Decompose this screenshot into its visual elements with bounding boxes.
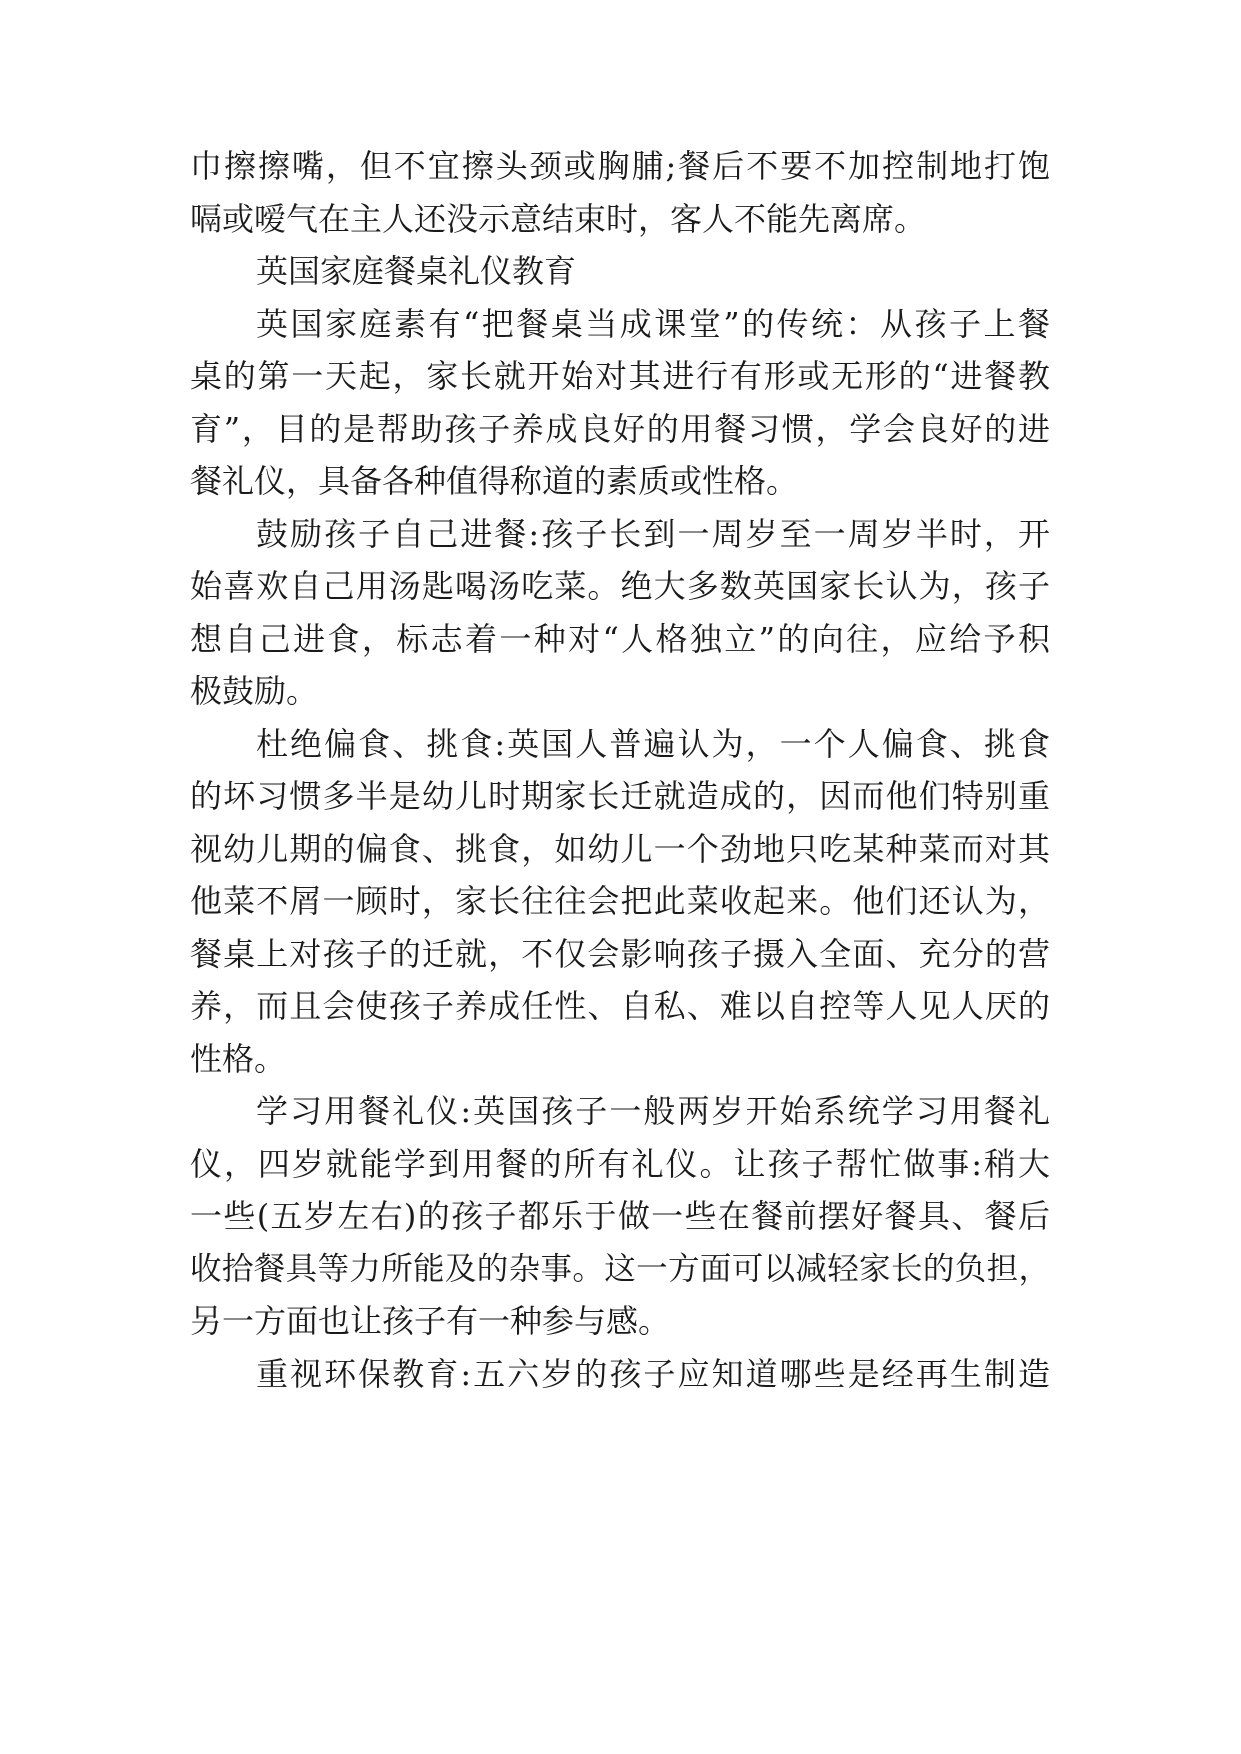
text-line: 杜绝偏食、挑食:英国人普遍认为，一个人偏食、挑食 <box>256 725 1050 763</box>
text-line: 重视环保教育:五六岁的孩子应知道哪些是经再生制造 <box>256 1355 1050 1393</box>
text-line: 巾擦擦嘴，但不宜擦头颈或胸脯;餐后不要不加控制地打饱 <box>190 147 1050 185</box>
text-line: 餐礼仪，具备各种值得称道的素质或性格。 <box>190 462 799 500</box>
text-line: 视幼儿期的偏食、挑食，如幼儿一个劲地只吃某种菜而对其 <box>190 830 1050 868</box>
text-line: 仪，四岁就能学到用餐的所有礼仪。让孩子帮忙做事:稍大 <box>190 1145 1050 1183</box>
text-line: 极鼓励。 <box>190 672 319 710</box>
text-line: 他菜不屑一顾时，家长往往会把此菜收起来。他们还认为， <box>190 882 1050 920</box>
text-line: 收拾餐具等力所能及的杂事。这一方面可以减轻家长的负担， <box>190 1251 1050 1287</box>
text-line: 的坏习惯多半是幼儿时期家长迁就造成的，因而他们特别重 <box>190 777 1050 815</box>
text-line: 餐桌上对孩子的迁就，不仅会影响孩子摄入全面、充分的营 <box>190 935 1050 973</box>
section-heading: 英国家庭餐桌礼仪教育 <box>256 252 577 290</box>
text-line: 养，而且会使孩子养成任性、自私、难以自控等人见人厌的 <box>190 987 1050 1025</box>
text-line: 始喜欢自己用汤匙喝汤吃菜。绝大多数英国家长认为，孩子 <box>190 567 1050 605</box>
text-line: 想自己进食，标志着一种对“人格独立”的向往，应给予积 <box>190 620 1050 658</box>
text-line: 学习用餐礼仪:英国孩子一般两岁开始系统学习用餐礼 <box>256 1092 1050 1130</box>
text-line: 英国家庭素有“把餐桌当成课堂”的传统：从孩子上餐 <box>256 305 1050 343</box>
text-line: 鼓励孩子自己进餐:孩子长到一周岁至一周岁半时，开 <box>256 515 1050 553</box>
text-line: 育”，目的是帮助孩子养成良好的用餐习惯，学会良好的进 <box>190 410 1050 448</box>
text-line: 桌的第一天起，家长就开始对其进行有形或无形的“进餐教 <box>190 357 1050 395</box>
text-line: 一些(五岁左右)的孩子都乐于做一些在餐前摆好餐具、餐后 <box>190 1197 1050 1235</box>
text-line: 另一方面也让孩子有一种参与感。 <box>190 1302 671 1340</box>
text-line: 性格。 <box>190 1040 287 1078</box>
text-line: 嗝或嗳气在主人还没示意结束时，客人不能先离席。 <box>190 200 927 238</box>
